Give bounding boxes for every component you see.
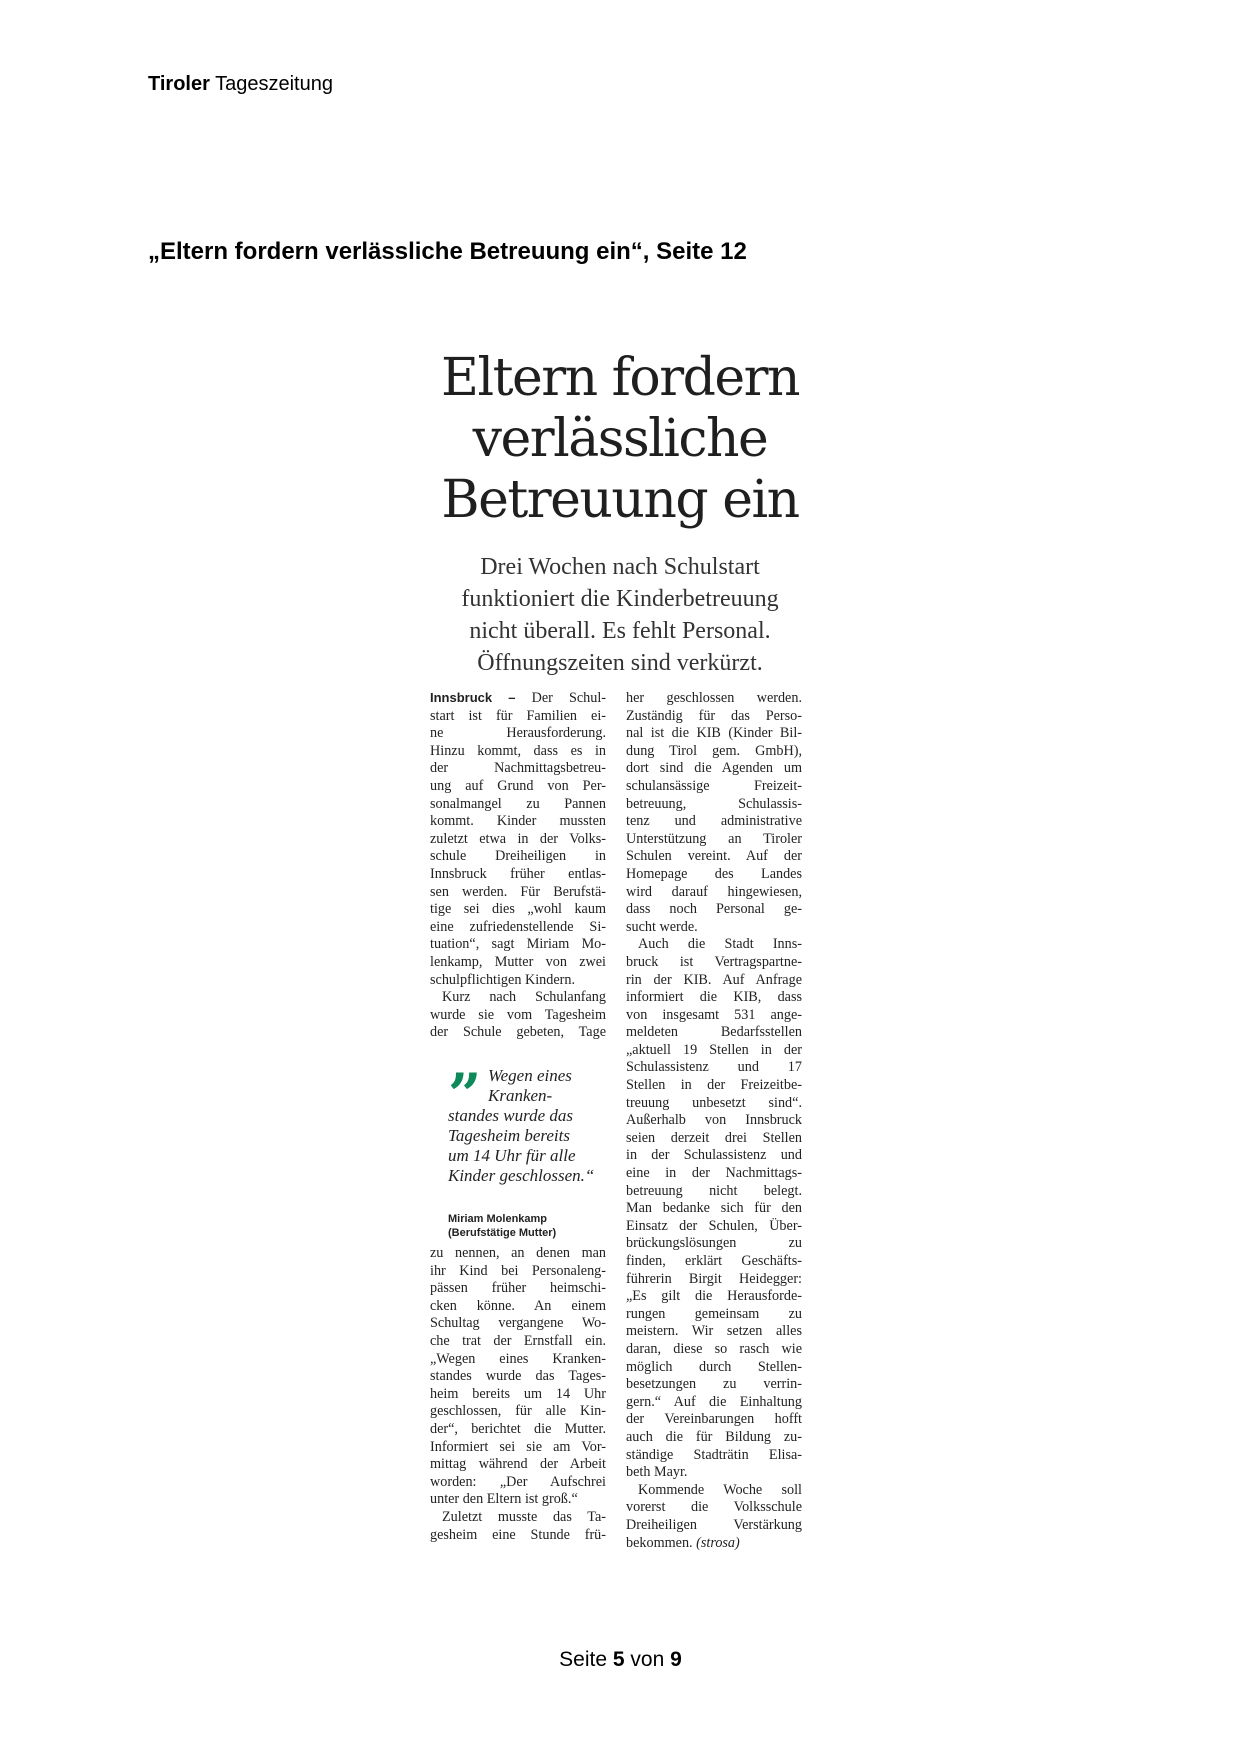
line-text: möglich durch Stellen- bbox=[626, 1358, 802, 1375]
line-text: Der Schul- bbox=[515, 690, 606, 706]
text-line bbox=[626, 743, 802, 761]
footer-prefix: Seite bbox=[559, 1648, 608, 1671]
quote-attribution bbox=[448, 1212, 618, 1240]
text-line bbox=[626, 1359, 802, 1377]
text-line bbox=[626, 1042, 802, 1060]
text-line bbox=[626, 1482, 802, 1500]
quote-line: Kranken- bbox=[488, 1086, 553, 1105]
text-line bbox=[626, 1200, 802, 1218]
line-text: worden: „Der Aufschrei bbox=[430, 1473, 606, 1490]
line-text: sucht werde. bbox=[626, 918, 698, 935]
line-text: Dreiheiligen Verstärkung bbox=[626, 1516, 802, 1533]
text-line bbox=[626, 901, 802, 919]
text-line bbox=[430, 1351, 606, 1369]
text-line bbox=[430, 1421, 606, 1439]
text-line bbox=[430, 1386, 606, 1404]
line-text: che trat der Ernstfall ein. bbox=[430, 1332, 606, 1349]
text-line bbox=[430, 725, 606, 743]
line-text: tige sei dies „wohl kaum bbox=[430, 901, 606, 918]
line-text: betreuung, Schulassis- bbox=[626, 795, 802, 812]
text-line bbox=[430, 796, 606, 814]
line-text: dung Tirol gem. GmbH), bbox=[626, 742, 802, 759]
text-line bbox=[626, 1165, 802, 1183]
line-text: Einsatz der Schulen, Über- bbox=[626, 1217, 802, 1234]
line-text: ständige Stadträtin Elisa- bbox=[626, 1446, 802, 1463]
text-line bbox=[626, 831, 802, 849]
line-text: wurde sie vom Tagesheim bbox=[430, 1006, 606, 1023]
quote-mark-icon: ” bbox=[448, 1061, 476, 1129]
text-line bbox=[626, 1306, 802, 1324]
line-text: „aktuell 19 Stellen in der bbox=[626, 1041, 802, 1058]
line-text: bruck ist Vertragspartne- bbox=[626, 953, 802, 970]
line-text: Unterstützung an Tiroler bbox=[626, 830, 802, 847]
footer-middle: von bbox=[630, 1648, 665, 1671]
text-line bbox=[430, 1491, 606, 1509]
dateline: Innsbruck – bbox=[430, 690, 516, 705]
text-line bbox=[430, 848, 606, 866]
text-line bbox=[430, 1368, 606, 1386]
text-line bbox=[430, 813, 606, 831]
line-text: Homepage des Landes bbox=[626, 865, 802, 882]
text-line bbox=[626, 1007, 802, 1025]
text-line bbox=[626, 1095, 802, 1113]
line-text: Informiert sei sie am Vor- bbox=[430, 1438, 606, 1455]
text-line bbox=[626, 1517, 802, 1535]
text-line bbox=[626, 1535, 802, 1553]
text-line bbox=[430, 1403, 606, 1421]
line-text: der Schule gebeten, Tage bbox=[430, 1024, 606, 1041]
text-line bbox=[626, 1323, 802, 1341]
line-text: geschlossen, für alle Kin- bbox=[430, 1403, 606, 1420]
brand-bold: Tiroler bbox=[148, 73, 210, 95]
text-line bbox=[430, 831, 606, 849]
pull-quote bbox=[448, 1061, 618, 1240]
line-text: sen werden. Für Berufstä- bbox=[430, 883, 606, 900]
line-text: tenz und administrative bbox=[626, 813, 802, 830]
quote-line: um 14 Uhr für alle bbox=[448, 1146, 576, 1165]
text-line bbox=[430, 1509, 606, 1527]
text-line bbox=[626, 1394, 802, 1412]
line-text: Zuständig für das Perso- bbox=[626, 707, 802, 724]
line-text: sonalmangel zu Pannen bbox=[430, 795, 606, 812]
text-line bbox=[430, 1456, 606, 1474]
quote-line: Tagesheim bereits bbox=[448, 1126, 570, 1145]
line-text: beth Mayr. bbox=[626, 1464, 688, 1481]
right-column bbox=[626, 690, 802, 1552]
line-text: schulpflichtigen Kindern. bbox=[430, 971, 575, 988]
text-line bbox=[430, 1263, 606, 1281]
line-text: seien derzeit drei Stellen bbox=[626, 1129, 802, 1146]
text-line bbox=[430, 989, 606, 1007]
line-text: der Nachmittagsbetreu- bbox=[430, 760, 606, 777]
text-line bbox=[626, 1253, 802, 1271]
text-line bbox=[626, 760, 802, 778]
text-line bbox=[626, 972, 802, 990]
line-text: „Es gilt die Herausforde- bbox=[626, 1288, 802, 1305]
quote-line: standes wurde das bbox=[448, 1106, 573, 1125]
headline bbox=[380, 348, 860, 531]
text-line bbox=[626, 796, 802, 814]
headline-line: verlässliche bbox=[472, 409, 768, 469]
text-line bbox=[430, 1280, 606, 1298]
text-line bbox=[626, 1411, 802, 1429]
text-line bbox=[626, 1464, 802, 1482]
footer-page: 5 bbox=[612, 1648, 625, 1671]
text-line bbox=[626, 725, 802, 743]
text-line bbox=[626, 1288, 802, 1306]
line-text: ihr Kind bei Personaleng- bbox=[430, 1262, 606, 1279]
deck-line: nicht überall. Es fehlt Personal. bbox=[469, 618, 771, 644]
left-column-bottom bbox=[430, 1245, 606, 1544]
line-text: nal ist die KIB (Kinder Bil- bbox=[626, 725, 802, 742]
text-line bbox=[430, 1024, 606, 1042]
line-text: dort sind die Agenden um bbox=[626, 760, 802, 777]
text-line bbox=[430, 1298, 606, 1316]
line-text: gern.“ Auf die Einhaltung bbox=[626, 1393, 802, 1410]
line-text: unter den Eltern ist groß.“ bbox=[430, 1491, 578, 1508]
text-line bbox=[430, 884, 606, 902]
line-text: Hinzu kommt, dass es in bbox=[430, 742, 606, 759]
line-text: dass noch Personal ge- bbox=[626, 901, 802, 918]
line-text: Kurz nach Schulanfang bbox=[442, 989, 606, 1006]
text-line bbox=[430, 954, 606, 972]
text-line bbox=[626, 813, 802, 831]
line-text: heim bereits um 14 Uhr bbox=[430, 1385, 606, 1402]
line-text: ne Herausforderung. bbox=[430, 725, 606, 742]
text-line bbox=[626, 708, 802, 726]
publication-header bbox=[148, 73, 333, 96]
line-text: Zuletzt musste das Ta- bbox=[442, 1508, 606, 1525]
line-text: schule Dreiheiligen in bbox=[430, 848, 606, 865]
line-text: cken könne. An einem bbox=[430, 1297, 606, 1314]
text-line bbox=[626, 1077, 802, 1095]
text-line bbox=[430, 690, 606, 708]
footer-total: 9 bbox=[670, 1648, 682, 1671]
line-text: auch die für Bildung zu- bbox=[626, 1428, 802, 1445]
text-line bbox=[430, 901, 606, 919]
text-line bbox=[430, 919, 606, 937]
text-line bbox=[626, 1376, 802, 1394]
line-text: Außerhalb von Innsbruck bbox=[626, 1112, 802, 1129]
line-text: meldeten Bedarfsstellen bbox=[626, 1024, 802, 1041]
text-line bbox=[626, 1112, 802, 1130]
line-text: meistern. Wir setzen alles bbox=[626, 1323, 802, 1340]
line-text: vorerst die Volksschule bbox=[626, 1499, 802, 1516]
line-text: von insgesamt 531 ange- bbox=[626, 1006, 802, 1023]
left-column-top bbox=[430, 690, 606, 1042]
line-text: finden, erklärt Geschäfts- bbox=[626, 1253, 802, 1269]
line-text: standes wurde das Tages- bbox=[430, 1368, 606, 1385]
text-line bbox=[430, 1527, 606, 1545]
line-text: wird darauf hingewiesen, bbox=[626, 883, 802, 900]
deck-line: funktioniert die Kinderbetreuung bbox=[461, 586, 779, 612]
line-text: informiert die KIB, dass bbox=[626, 989, 802, 1006]
line-text: daran, diese so rasch wie bbox=[626, 1340, 802, 1357]
text-line bbox=[626, 1218, 802, 1236]
line-text: eine in der Nachmittags- bbox=[626, 1165, 802, 1182]
headline-line: Eltern fordern bbox=[441, 348, 799, 408]
text-line bbox=[430, 1315, 606, 1333]
line-text: schulansässige Freizeit- bbox=[626, 777, 802, 794]
text-line bbox=[626, 690, 802, 708]
text-line bbox=[430, 972, 606, 990]
line-text: Innsbruck früher entlas- bbox=[430, 865, 606, 882]
quote-line: Wegen eines bbox=[488, 1066, 572, 1085]
text-line bbox=[626, 954, 802, 972]
line-text: ung auf Grund von Per- bbox=[430, 777, 606, 794]
text-line bbox=[430, 1245, 606, 1263]
page-footer bbox=[0, 1648, 1241, 1672]
line-text: tuation“, sagt Miriam Mo- bbox=[430, 936, 606, 953]
line-text: der“, berichtet die Mutter. bbox=[430, 1420, 606, 1437]
line-text: Schultag vergangene Wo- bbox=[430, 1315, 606, 1332]
line-text: brückungslösungen zu bbox=[626, 1235, 802, 1252]
text-line bbox=[626, 989, 802, 1007]
text-line bbox=[430, 743, 606, 761]
line-text: Man bedanke sich für den bbox=[626, 1200, 802, 1217]
line-text: führerin Birgit Heidegger: bbox=[626, 1270, 802, 1287]
line-text: besetzungen zu verrin- bbox=[626, 1376, 802, 1393]
quote-role: (Berufstätige Mutter) bbox=[448, 1227, 557, 1239]
headline-line: Betreuung ein bbox=[441, 470, 799, 530]
text-line bbox=[626, 1147, 802, 1165]
line-text: gesheim eine Stunde frü- bbox=[430, 1526, 606, 1543]
text-line bbox=[626, 1235, 802, 1253]
line-text: rin der KIB. Auf Anfrage bbox=[626, 971, 802, 988]
line-text: Schulassistenz und 17 bbox=[626, 1059, 802, 1076]
text-line bbox=[430, 936, 606, 954]
line-text: Stellen in der Freizeitbe- bbox=[626, 1077, 802, 1094]
line-text: Auch die Stadt Inns- bbox=[638, 936, 802, 953]
line-text: „Wegen eines Kranken- bbox=[430, 1350, 606, 1367]
author-signature: (strosa) bbox=[696, 1534, 740, 1551]
text-line bbox=[626, 936, 802, 954]
line-text: pässen früher heimschi- bbox=[430, 1280, 606, 1297]
line-text: treuung unbesetzt sind“. bbox=[626, 1094, 802, 1111]
text-line bbox=[430, 1474, 606, 1492]
quote-line: Kinder geschlossen.“ bbox=[448, 1166, 595, 1185]
line-text: rungen gemeinsam zu bbox=[626, 1305, 802, 1322]
deck-line: Öffnungszeiten sind verkürzt. bbox=[477, 650, 763, 676]
article-reference: „Eltern fordern verlässliche Betreuung ein“, Seite 12 bbox=[148, 238, 747, 265]
text-line bbox=[430, 760, 606, 778]
text-line bbox=[430, 1439, 606, 1457]
text-line bbox=[626, 1183, 802, 1201]
text-line bbox=[626, 1130, 802, 1148]
line-text: Kommende Woche soll bbox=[638, 1481, 802, 1498]
line-text: bekommen. bbox=[626, 1534, 697, 1551]
line-text: lenkamp, Mutter von zwei bbox=[430, 953, 606, 970]
text-line bbox=[430, 866, 606, 884]
text-line bbox=[626, 884, 802, 902]
line-text: kommt. Kinder mussten bbox=[430, 813, 606, 830]
text-line bbox=[626, 1059, 802, 1077]
text-line bbox=[626, 1341, 802, 1359]
deck bbox=[380, 551, 860, 679]
text-line bbox=[626, 1429, 802, 1447]
text-line bbox=[430, 778, 606, 796]
text-line bbox=[626, 866, 802, 884]
deck-line: Drei Wochen nach Schulstart bbox=[480, 554, 760, 580]
line-text: start ist für Familien ei- bbox=[430, 707, 606, 724]
text-line bbox=[626, 848, 802, 866]
quote-author: Miriam Molenkamp bbox=[448, 1213, 548, 1225]
line-text: in der Schulassistenz und bbox=[626, 1147, 802, 1164]
text-line bbox=[626, 1024, 802, 1042]
line-text: zu nennen, an denen man bbox=[430, 1245, 606, 1261]
line-text: der Vereinbarungen hofft bbox=[626, 1411, 802, 1428]
text-line bbox=[430, 1007, 606, 1025]
text-line bbox=[626, 778, 802, 796]
brand-rest: Tageszeitung bbox=[215, 73, 333, 95]
text-line bbox=[626, 1499, 802, 1517]
text-line bbox=[430, 1333, 606, 1351]
text-line bbox=[430, 708, 606, 726]
text-line bbox=[626, 1447, 802, 1465]
line-text: mittag während der Arbeit bbox=[430, 1456, 606, 1473]
line-text: Schulen vereint. Auf der bbox=[626, 848, 802, 865]
text-line bbox=[626, 919, 802, 937]
line-text: eine zufriedenstellende Si- bbox=[430, 918, 606, 935]
line-text: zuletzt etwa in der Volks- bbox=[430, 830, 606, 847]
text-line bbox=[626, 1271, 802, 1289]
line-text: her geschlossen werden. bbox=[626, 690, 802, 706]
line-text: betreuung nicht belegt. bbox=[626, 1182, 802, 1199]
